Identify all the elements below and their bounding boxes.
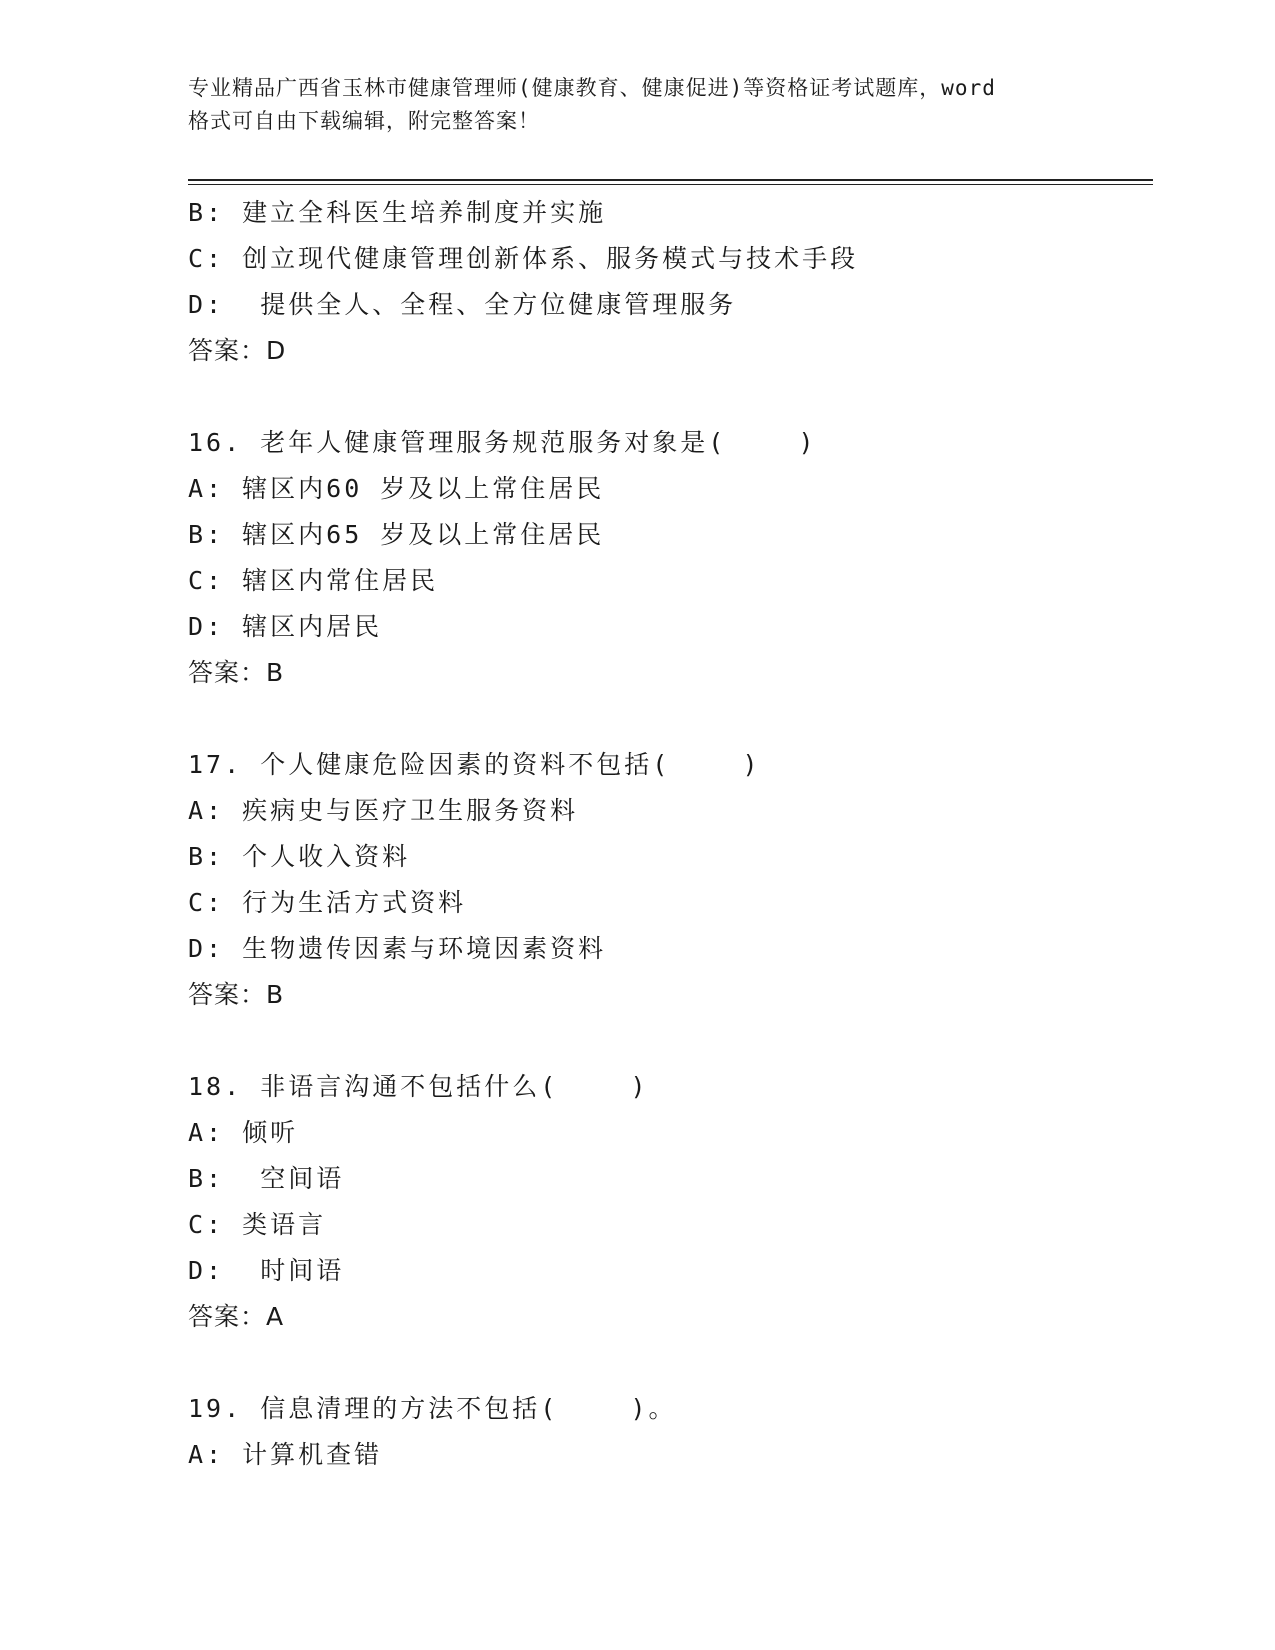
answer-line: 答案：B	[188, 658, 285, 687]
option-c: C: 创立现代健康管理创新体系、服务模式与技术手段	[188, 244, 859, 273]
option-a: A: 计算机查错	[188, 1440, 383, 1469]
question-block-16	[188, 420, 1153, 696]
answer-line: 答案：D	[188, 336, 287, 365]
header-divider-thick	[188, 179, 1153, 181]
spacer	[188, 696, 1153, 742]
header-divider-thin	[188, 184, 1153, 185]
option-b: B: 辖区内65 岁及以上常住居民	[188, 520, 605, 549]
option-c: C: 行为生活方式资料	[188, 888, 467, 917]
spacer	[188, 1340, 1153, 1386]
option-b: B: 空间语	[188, 1164, 345, 1193]
document-header	[188, 72, 1108, 138]
spacer	[188, 374, 1153, 420]
question-stem: 16. 老年人健康管理服务规范服务对象是( )	[188, 428, 817, 457]
question-content	[188, 190, 1153, 1478]
option-c: C: 类语言	[188, 1210, 327, 1239]
option-d: D: 生物遗传因素与环境因素资料	[188, 934, 607, 963]
spacer	[188, 1018, 1153, 1064]
question-stem: 18. 非语言沟通不包括什么( )	[188, 1072, 649, 1101]
question-block-19	[188, 1386, 1153, 1478]
option-d: D: 辖区内居民	[188, 612, 383, 641]
option-d: D: 提供全人、全程、全方位健康管理服务	[188, 290, 737, 319]
question-block-17	[188, 742, 1153, 1018]
option-b: B: 个人收入资料	[188, 842, 411, 871]
option-d: D: 时间语	[188, 1256, 345, 1285]
question-block-18	[188, 1064, 1153, 1340]
option-c: C: 辖区内常住居民	[188, 566, 439, 595]
option-a: A: 疾病史与医疗卫生服务资料	[188, 796, 579, 825]
option-a: A: 倾听	[188, 1118, 299, 1147]
question-block-15-continued	[188, 190, 1153, 374]
answer-line: 答案：B	[188, 980, 285, 1009]
header-line-2: 格式可自由下载编辑，附完整答案！	[188, 109, 540, 133]
question-stem: 17. 个人健康危险因素的资料不包括( )	[188, 750, 761, 779]
answer-line: 答案：A	[188, 1302, 285, 1331]
option-b: B: 建立全科医生培养制度并实施	[188, 198, 607, 227]
option-a: A: 辖区内60 岁及以上常住居民	[188, 474, 605, 503]
header-line-1: 专业精品广西省玉林市健康管理师(健康教育、健康促进)等资格证考试题库，word	[188, 76, 996, 100]
question-stem: 19. 信息清理的方法不包括( )。	[188, 1394, 677, 1423]
